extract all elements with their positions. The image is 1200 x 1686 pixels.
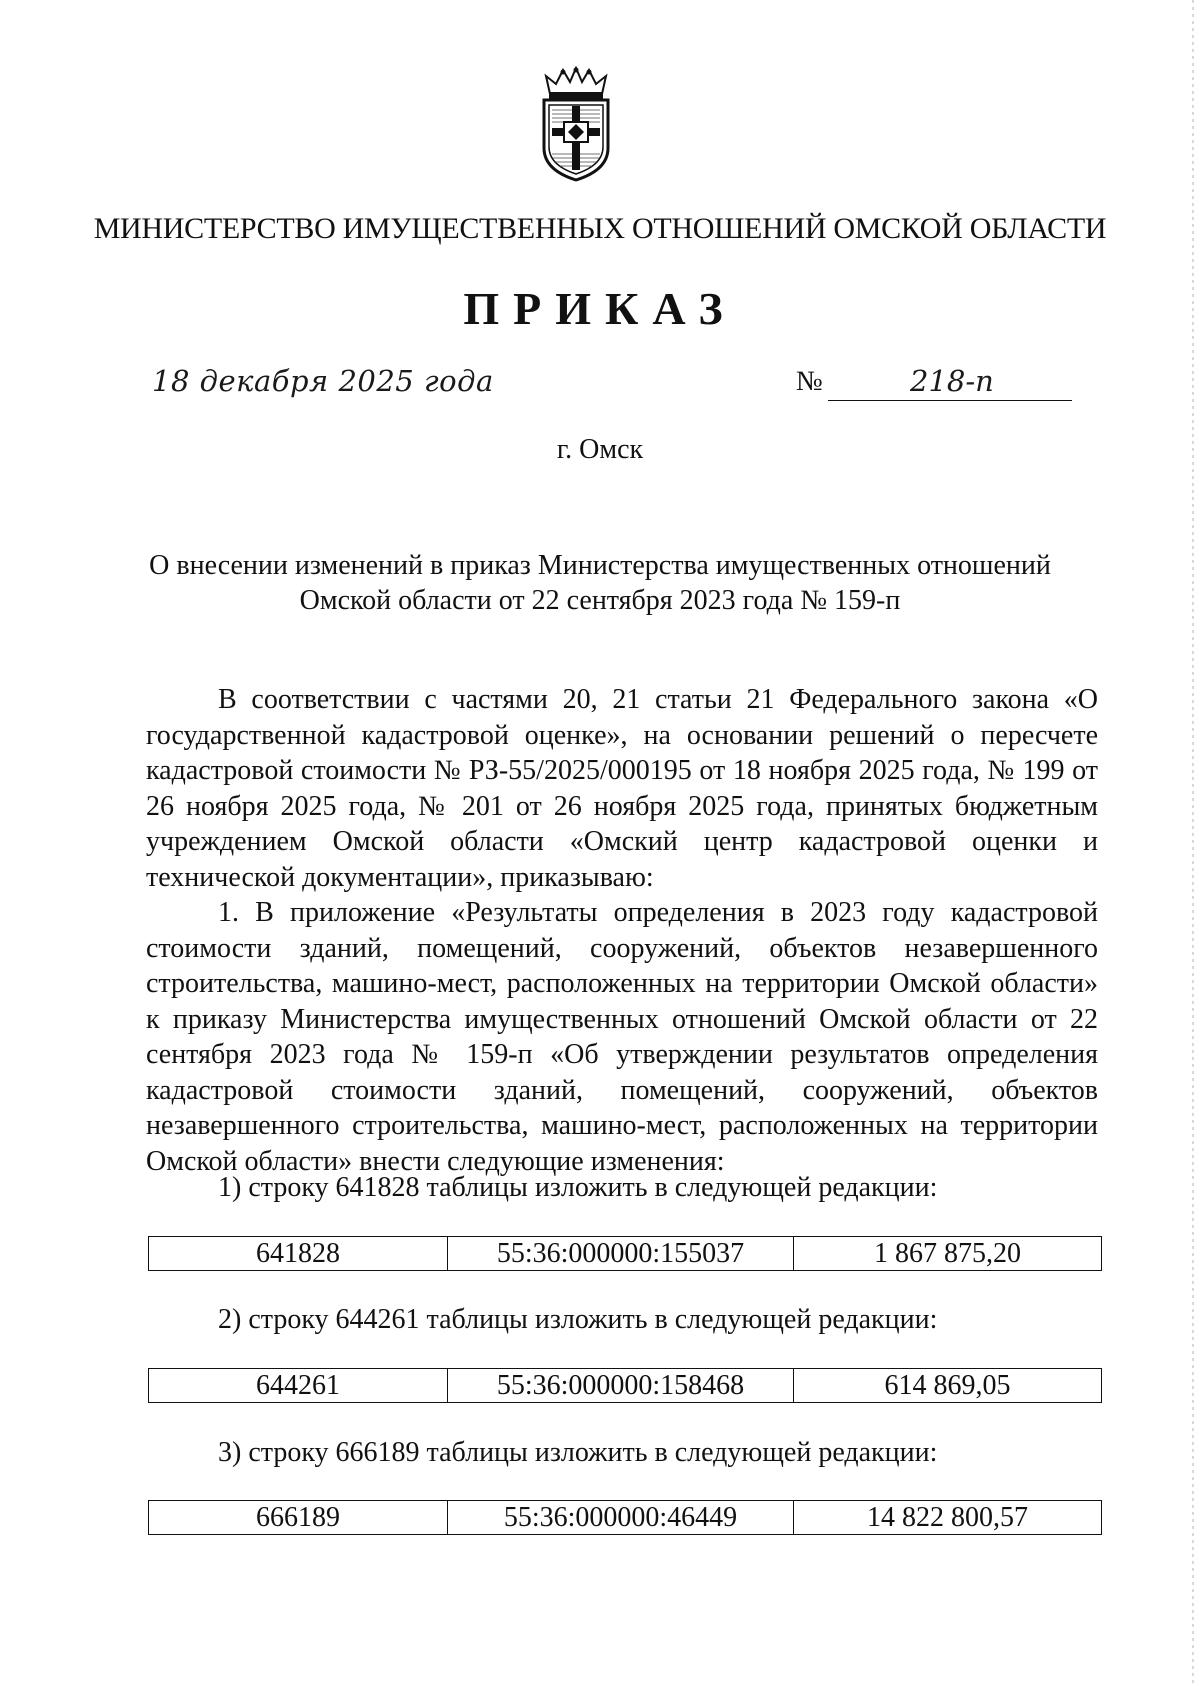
order-number-underline: [828, 400, 1072, 401]
table-row: [148, 1368, 1102, 1403]
body-paragraph-item-1: 1. В приложение «Результаты определения в 2023 году кадастровой стоимости зданий, помещений, сооружений, объектов незавершенного строительства, машино-мест, расположенных на территории Омской области» к приказу Министерства имущественных отношений Омской области от 22 сентября 2023 года № 159-п «Об утверждении результатов определения кадастровой стоимости зданий, помещений, сооружений, объектов незавершенного строительства, машино-мест, расположенных на территории Омской области» внести следующие изменения:: [146, 897, 1098, 1177]
row-number-cell: 641828: [149, 1237, 448, 1270]
subject-line-2: Омской области от 22 сентября 2023 года № 159-п: [299, 585, 901, 616]
ministry-name: МИНИСТЕРСТВО ИМУЩЕСТВЕННЫХ ОТНОШЕНИЙ ОМСКОЙ ОБЛАСТИ: [93, 212, 1107, 245]
row-number-cell: 644261: [149, 1369, 448, 1402]
cadastral-number-cell: 55:36:000000:46449: [448, 1501, 794, 1534]
change-intro-2: 2) строку 644261 таблицы изложить в следующей редакции:: [218, 1304, 938, 1335]
order-date-handwritten: 18 декабря 2025 года: [152, 364, 494, 398]
cadastral-value-cell: 614 869,05: [884, 1369, 1011, 1401]
order-subject: [0, 548, 1200, 618]
scan-edge: [1192, 0, 1194, 1686]
change-intro-1: 1) строку 641828 таблицы изложить в следующей редакции:: [218, 1172, 938, 1203]
cadastral-value-cell: 14 822 800,57: [867, 1501, 1028, 1533]
document-type-title: ПРИКАЗ: [463, 283, 737, 334]
cadastral-value-cell: 1 867 875,20: [874, 1237, 1021, 1269]
coat-of-arms-emblem: [536, 66, 616, 182]
cadastral-number-cell: 55:36:000000:155037: [448, 1237, 794, 1270]
table-row: [148, 1500, 1102, 1535]
change-intro-3: 3) строку 666189 таблицы изложить в следующей редакции:: [218, 1437, 938, 1468]
subject-line-1: О внесении изменений в приказ Министерства имущественных отношений: [149, 550, 1051, 581]
body-paragraph-preamble: В соответствии с частями 20, 21 статьи 21 Федерального закона «О государственной кадастровой оценке», на основании решений о пересчете кадастровой стоимости № РЗ-55/2025/000195 от 18 ноября 2025 года, № 199 от 26 ноября 2025 года, № 201 от 26 ноября 2025 года, принятых бюджетным учреждением Омской области «Омский центр кадастровой оценки и технической документации», приказываю:: [146, 684, 1098, 893]
order-number-label: №: [796, 366, 823, 397]
row-number-cell: 666189: [149, 1501, 448, 1534]
table-row: [148, 1236, 1102, 1271]
order-body: [146, 682, 1098, 1179]
city-line: г. Омск: [556, 434, 644, 465]
order-number-handwritten: 218-п: [910, 364, 994, 398]
cadastral-number-cell: 55:36:000000:158468: [448, 1369, 794, 1402]
